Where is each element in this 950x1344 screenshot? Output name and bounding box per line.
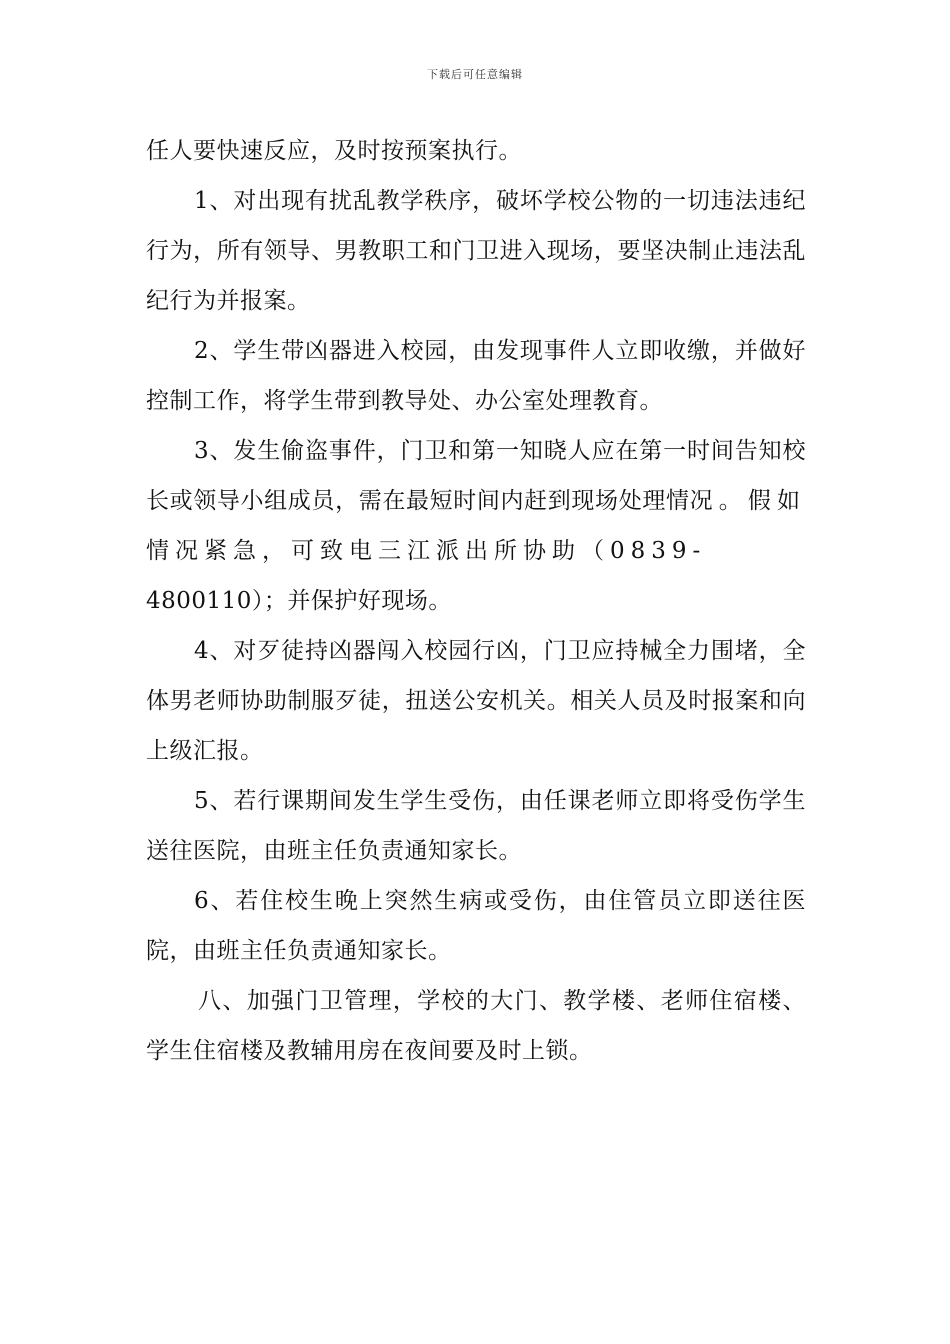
page-header-note: 下载后可任意编辑 xyxy=(427,68,523,81)
paragraph-item-3-part-c: 4800110）；并保护好现场。 xyxy=(146,588,452,614)
paragraph-item-1: 1、对出现有扰乱教学秩序，破坏学校公物的一切违法违纪行为，所有领导、男教职工和门卫进入现场，要坚决制止违法乱纪行为并报案。 xyxy=(146,188,806,314)
document-body xyxy=(146,126,806,1076)
paragraph-item-3-part-b: 况。假如情况紧急，可致电三江派出所协助（0839- xyxy=(146,488,807,564)
paragraph-item-3-part-a: 3、发生偷盗事件，门卫和第一知晓人应在第一时间告知校长或领导小组成员，需在最短时间内赶到现场处理情 xyxy=(146,438,806,514)
paragraph-item-3 xyxy=(146,426,806,626)
paragraph-continuation: 任人要快速反应，及时按预案执行。 xyxy=(146,138,522,164)
paragraph-section-8: 八、加强门卫管理，学校的大门、教学楼、老师住宿楼、学生住宿楼及教辅用房在夜间要及时上锁。 xyxy=(146,988,806,1064)
paragraph-item-5: 5、若行课期间发生学生受伤，由任课老师立即将受伤学生送往医院，由班主任负责通知家长。 xyxy=(146,788,806,864)
paragraph-item-4: 4、对歹徒持凶器闯入校园行凶，门卫应持械全力围堵，全体男老师协助制服歹徒，扭送公安机关。相关人员及时报案和向上级汇报。 xyxy=(146,638,806,764)
paragraph-item-6: 6、若住校生晚上突然生病或受伤，由住管员立即送往医院，由班主任负责通知家长。 xyxy=(146,888,806,964)
paragraph-item-2: 2、学生带凶器进入校园，由发现事件人立即收缴，并做好控制工作，将学生带到教导处、办公室处理教育。 xyxy=(146,338,806,414)
